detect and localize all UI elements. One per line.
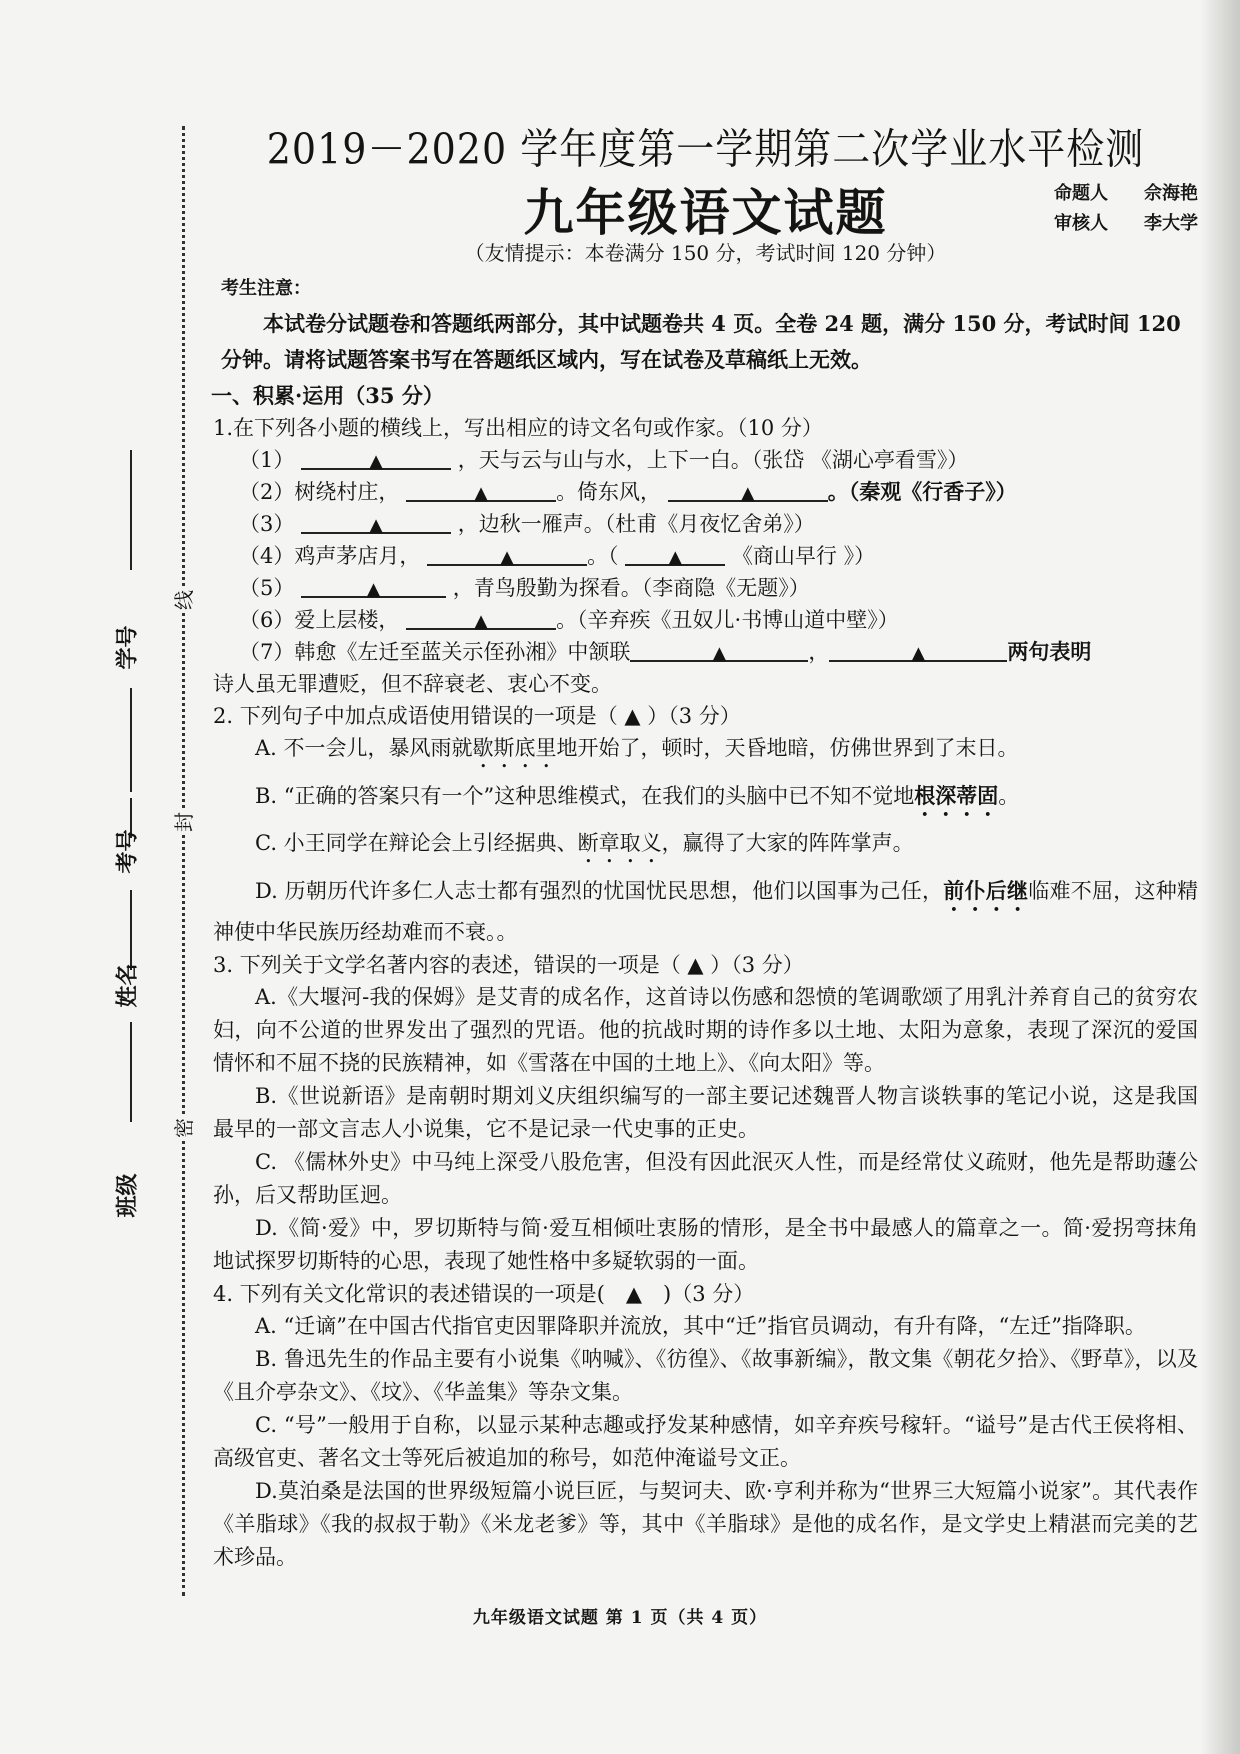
reviewer-name: 李大学 xyxy=(1144,213,1198,234)
option-text: 临难不屈，这种精神使中华民族历经劫难而不衰。。 xyxy=(213,879,1199,944)
triangle-marker-icon: ▲ xyxy=(668,547,683,568)
option-text: A. 不一会儿，暴风雨就 xyxy=(255,736,473,760)
student-id-line-lower[interactable] xyxy=(130,688,132,792)
name-line[interactable] xyxy=(130,1022,132,1122)
answer-blank[interactable] xyxy=(301,444,451,470)
answer-blank[interactable] xyxy=(301,572,446,598)
seal-mark-line: 线 xyxy=(172,590,196,610)
q4-option-a: A. “迁谪”在中国古代指官吏因罪降职并流放，其中“迁”指官员调动，有升有降，“左迁”指降职。 xyxy=(255,1314,1146,1338)
student-id-line[interactable] xyxy=(130,450,132,570)
triangle-marker-icon: ▲ xyxy=(500,547,514,568)
page-footer: 九年级语文试题 第 1 页（共 4 页） xyxy=(472,1608,768,1628)
triangle-marker-icon: ▲ xyxy=(712,643,727,664)
q2-option-b xyxy=(213,779,1198,821)
q1-item-1 xyxy=(213,444,1198,476)
q2-option-d xyxy=(213,874,1198,949)
q1-item-7-continued: 诗人虽无罪遭贬，但不辞衰老、衷心不变。 xyxy=(213,672,612,696)
triangle-marker-icon: ▲ xyxy=(474,483,488,504)
option-text: 。 xyxy=(998,784,1020,808)
q3-option-b: B.《世说新语》是南朝时期刘义庆组织编写的一部主要记述魏晋人物言谈轶事的笔记小说，这是我国最早的一部文言志人小说集，它不是记录一代史事的正史。 xyxy=(213,1084,1198,1141)
question-3-stem: 3. 下列关于文学名著内容的表述，错误的一项是（ ▲ ）（3 分） xyxy=(213,953,804,977)
seal-mark-secret: 密 xyxy=(172,1118,196,1138)
exam-page-content xyxy=(213,118,1198,1574)
q1-item-6 xyxy=(213,604,1198,636)
author-role: 命题人 xyxy=(1054,183,1108,204)
item-text: 两句表明 xyxy=(1007,639,1092,664)
exam-title: 九年级语文试题 xyxy=(523,183,888,242)
seal-mark-seal: 封 xyxy=(172,812,196,832)
scan-page-edge xyxy=(1200,0,1240,1754)
q1-item-3 xyxy=(213,508,1198,540)
answer-blank[interactable] xyxy=(625,540,725,566)
binding-margin xyxy=(0,0,200,1754)
q1-item-7 xyxy=(213,636,1198,668)
item-text: 。（ xyxy=(587,544,619,568)
item-text: 韩愈《左迁至蓝关示侄孙湘》中颔联 xyxy=(294,640,631,664)
triangle-marker-icon: ▲ xyxy=(911,643,926,664)
item-text: 鸡声茅店月， xyxy=(294,544,421,568)
section-heading: 一、积累·运用（35 分） xyxy=(211,383,444,408)
item-text: 。（辛弃疾《丑奴儿·书博山道中壁》） xyxy=(556,608,899,632)
option-text: C. 小王同学在辩论会上引经据典、 xyxy=(255,831,578,855)
item-source: 。（秦观《行香子》） xyxy=(827,479,1017,504)
notice-body: 本试卷分试题卷和答题纸两部分，其中试题卷共 4 页。全卷 24 题，满分 150 分，考试时间 120 分钟。请将试题答案书写在答题纸区域内，写在试卷及草稿纸上无效。 xyxy=(221,311,1181,372)
item-number: （3） xyxy=(239,512,295,536)
dotted-idiom: 歇斯底里 xyxy=(472,736,557,760)
exam-number-line[interactable] xyxy=(130,890,132,970)
student-id-label: 学号 xyxy=(114,625,141,670)
notice-heading: 考生注意： xyxy=(221,278,311,299)
q4-option-b: B. 鲁迅先生的作品主要有小说集《呐喊》、《彷徨》、《故事新编》，散文集《朝花夕拾》、《野草》，以及《且介亭杂文》、《坟》、《华盖集》等杂文集。 xyxy=(213,1347,1198,1404)
title-row xyxy=(213,173,1198,242)
item-number: （7） xyxy=(239,640,295,664)
item-number: （2） xyxy=(239,480,295,504)
option-text: D. 历朝历代许多仁人志士都有强烈的忧国忧民思想，他们以国事为己任， xyxy=(255,879,944,903)
author-row xyxy=(1054,179,1198,209)
answer-blank[interactable] xyxy=(829,636,1007,662)
item-number: （5） xyxy=(239,576,295,600)
q3-option-a: A.《大堰河-我的保姆》是艾青的成名作，这首诗以伤感和怨愤的笔调歌颂了用乳汁养育自己的贫穷农妇，向不公道的世界发出了强烈的咒语。他的抗战时期的诗作多以土地、太阳为意象，表现了深沉的爱国情怀和不屈不挠的民族精神，如《雪落在中国的土地上》、《向太阳》等。 xyxy=(213,985,1198,1075)
item-text: 树绕村庄， xyxy=(294,480,400,504)
item-text: ，边秋一雁声。（杜甫《月夜忆舍弟》） xyxy=(457,512,815,536)
answer-blank[interactable] xyxy=(301,508,451,534)
reviewer-row xyxy=(1054,209,1198,239)
q2-option-c xyxy=(213,827,1198,868)
item-text: 。倚东风， xyxy=(556,480,662,504)
friendly-tip: （友情提示：本卷满分 150 分，考试时间 120 分钟） xyxy=(464,241,947,265)
reviewer-role: 审核人 xyxy=(1054,213,1108,234)
item-number: （4） xyxy=(239,544,295,568)
option-text: ，赢得了大家的阵阵掌声。 xyxy=(661,831,914,855)
answer-blank[interactable] xyxy=(668,476,828,502)
name-label: 姓名 xyxy=(114,963,141,1008)
triangle-marker-icon: ▲ xyxy=(369,451,383,472)
triangle-marker-icon: ▲ xyxy=(740,483,755,504)
triangle-marker-icon: ▲ xyxy=(369,515,383,536)
q1-item-2 xyxy=(213,476,1198,508)
q2-option-a xyxy=(213,732,1198,773)
q4-option-c: C. “号”一般用于自称，以显示某种志趣或抒发某种感情，如辛弃疾号稼轩。“谥号”是古代王侯将相、高级官吏、著名文士等死后被追加的称号，如范仲淹谥号文正。 xyxy=(213,1413,1198,1470)
answer-blank[interactable] xyxy=(427,540,587,566)
q3-option-c: C. 《儒林外史》中马纯上深受八股危害，但没有因此泯灭人性，而是经常仗义疏财，他先是帮助蘧公孙，后又帮助匡迥。 xyxy=(213,1150,1198,1207)
answer-blank[interactable] xyxy=(406,604,556,630)
triangle-marker-icon: ▲ xyxy=(366,579,381,600)
answer-blank[interactable] xyxy=(406,476,556,502)
item-text: ，青鸟殷勤为探看。（李商隐《无题》） xyxy=(452,576,810,600)
option-text: 地开始了，顿时，天昏地暗，仿佛世界到了末日。 xyxy=(556,736,1019,760)
item-number: （6） xyxy=(239,608,295,632)
item-number: （1） xyxy=(239,448,295,472)
item-text: ，天与云与山与水，上下一白。（张岱 《湖心亭看雪》） xyxy=(457,448,969,472)
item-text: ， xyxy=(808,640,830,664)
dotted-idiom: 断章取义 xyxy=(577,831,662,855)
exam-series-title: 2019－2020 学年度第一学期第二次学业水平检测 xyxy=(266,125,1145,174)
author-name: 佘海艳 xyxy=(1144,183,1198,204)
exam-number-label: 考号 xyxy=(114,829,141,874)
answer-blank[interactable] xyxy=(630,636,808,662)
item-text: 爱上层楼， xyxy=(294,608,400,632)
q4-option-d: D.莫泊桑是法国的世界级短篇小说巨匠，与契诃夫、欧·亨利并称为“世界三大短篇小说家”。其代表作《羊脂球》《我的叔叔于勒》《米龙老爹》等，其中《羊脂球》是他的成名作，是文学史上精湛而完美的艺术珍品。 xyxy=(213,1479,1198,1569)
item-source: 《商山早行 》） xyxy=(731,544,876,568)
seal-dotted-line xyxy=(182,126,185,1596)
q1-item-4 xyxy=(213,540,1198,572)
triangle-marker-icon: ▲ xyxy=(474,611,488,632)
author-block xyxy=(1054,179,1198,239)
q3-option-d: D.《简·爱》中，罗切斯特与简·爱互相倾吐衷肠的情形，是全书中最感人的篇章之一。简·爱拐弯抹角地试探罗切斯特的心思，表现了她性格中多疑软弱的一面。 xyxy=(213,1216,1198,1273)
q1-item-5 xyxy=(213,572,1198,604)
question-4-stem: 4. 下列有关文化常识的表述错误的一项是( ▲ )（3 分） xyxy=(213,1282,755,1306)
dotted-idiom: 根深蒂固 xyxy=(914,783,999,808)
dotted-idiom: 前仆后继 xyxy=(943,878,1029,903)
question-1-stem: 1.在下列各小题的横线上，写出相应的诗文名句或作家。（10 分） xyxy=(213,416,823,440)
question-2-stem: 2. 下列句子中加点成语使用错误的一项是（ ▲ ）（3 分） xyxy=(213,704,741,728)
class-label: 班级 xyxy=(114,1173,141,1218)
option-text: B. “正确的答案只有一个”这种思维模式，在我们的头脑中已不知不觉地 xyxy=(255,784,915,808)
